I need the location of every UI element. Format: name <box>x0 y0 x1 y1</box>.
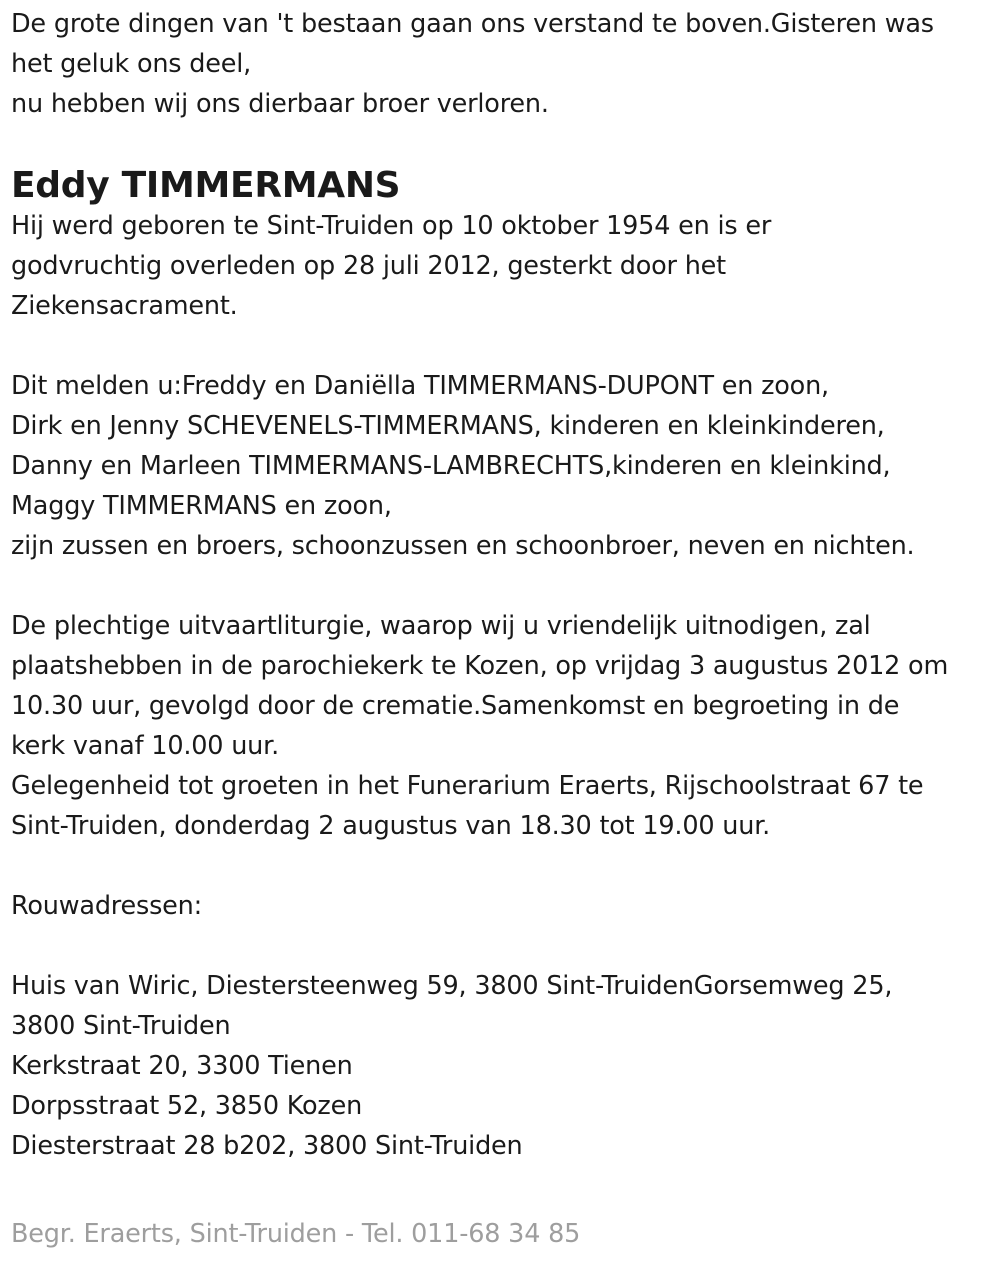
spacer <box>11 326 990 366</box>
family-line: Danny en Marleen TIMMERMANS-LAMBRECHTS,kinderen en kleinkind, <box>11 451 891 481</box>
funeral-line: Sint-Truiden, donderdag 2 augustus van 18.30 tot 19.00 uur. <box>11 811 771 841</box>
intro-line: nu hebben wij ons dierbaar broer verloren. <box>11 89 549 119</box>
funeral-line: plaatshebben in de parochiekerk te Kozen, op vrijdag 3 augustus 2012 om <box>11 651 949 681</box>
address-line: 3800 Sint-Truiden <box>11 1011 231 1041</box>
funeral-line: Gelegenheid tot groeten in het Funerarium Eraerts, Rijschoolstraat 67 te <box>11 771 924 801</box>
birth-death-line: godvruchtig overleden op 28 juli 2012, gesterkt door het <box>11 251 726 281</box>
addresses-heading: Rouwadressen: <box>11 891 203 921</box>
family-line: Dit melden u:Freddy en Daniëlla TIMMERMANS-DUPONT en zoon, <box>11 371 829 401</box>
funeral-line: 10.30 uur, gevolgd door de crematie.Samenkomst en begroeting in de <box>11 691 900 721</box>
intro-line: het geluk ons deel, <box>11 49 252 79</box>
family-line: Dirk en Jenny SCHEVENELS-TIMMERMANS, kinderen en kleinkinderen, <box>11 411 885 441</box>
address-line: Huis van Wiric, Diestersteenweg 59, 3800 Sint-TruidenGorsemweg 25, <box>11 971 893 1001</box>
birth-death-paragraph <box>11 206 990 326</box>
spacer <box>11 926 990 966</box>
spacer <box>11 124 990 164</box>
address-line: Diesterstraat 28 b202, 3800 Sint-Truiden <box>11 1131 523 1161</box>
spacer <box>11 846 990 886</box>
intro-line: De grote dingen van 't bestaan gaan ons verstand te boven.Gisteren was <box>11 9 934 39</box>
deceased-name: Eddy TIMMERMANS <box>11 165 401 206</box>
family-paragraph <box>11 366 990 566</box>
intro-paragraph <box>11 4 990 124</box>
addresses-list <box>11 966 990 1166</box>
family-line: Maggy TIMMERMANS en zoon, <box>11 491 392 521</box>
funeral-home-footer: Begr. Eraerts, Sint-Truiden - Tel. 011-68 34 85 <box>11 1219 581 1249</box>
family-line: zijn zussen en broers, schoonzussen en schoonbroer, neven en nichten. <box>11 531 915 561</box>
funeral-line: kerk vanaf 10.00 uur. <box>11 731 279 761</box>
address-line: Kerkstraat 20, 3300 Tienen <box>11 1051 353 1081</box>
birth-death-line: Hij werd geboren te Sint-Truiden op 10 oktober 1954 en is er <box>11 211 772 241</box>
funeral-line: De plechtige uitvaartliturgie, waarop wij u vriendelijk uitnodigen, zal <box>11 611 871 641</box>
spacer <box>11 566 990 606</box>
address-line: Dorpsstraat 52, 3850 Kozen <box>11 1091 363 1121</box>
funeral-paragraph <box>11 606 990 846</box>
birth-death-line: Ziekensacrament. <box>11 291 238 321</box>
